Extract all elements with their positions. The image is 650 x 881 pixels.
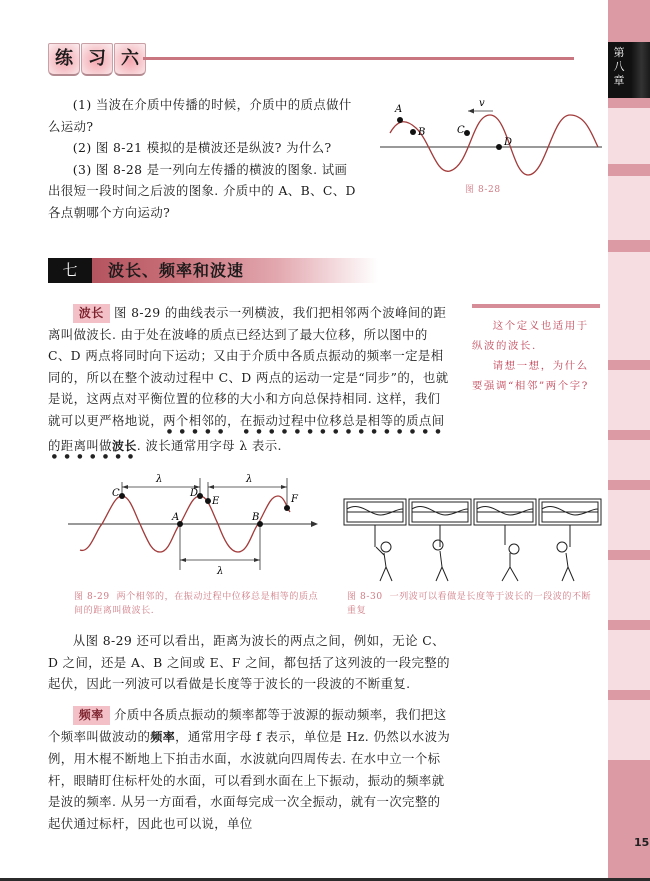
frequency-term: 频率: [150, 729, 176, 744]
chapter-sidebar: [608, 0, 650, 878]
point-label: B: [252, 512, 260, 523]
caption-number: 图 8-30: [347, 592, 383, 602]
caption-text: 一列波可以看做是长度等于波长的一段波的不断重复: [347, 592, 592, 616]
sidebar-stripe: [608, 98, 650, 108]
exercise-title-char: 习: [81, 43, 113, 76]
page-number: 15: [634, 836, 650, 849]
question-3: (3) 图 8-28 是一列向左传播的横波的图象. 试画出很短一段时间之后波的图象. 介质中的 A、B、C、D 各点朝哪个方向运动?: [48, 161, 356, 220]
frequency-text-end: ，通常用字母 f 表示，单位是 Hz. 仍然以水波为例，用木棍不断地上下拍击水面，水波就向四周传去. 在水中立一个标杆，眼睛盯住标杆处的水面，可以看到水面在上下振动，振动的频率就是波的频率. 从另一方面看，水面每完成一次全振动，就有一次完整的起伏通过标杆，因此也可以说，单位: [48, 728, 451, 831]
wavelength-text: 图 8-29 的曲线表示一列横波，我们把相邻两个波峰间的距离叫做波长. 由于处在波峰的质点已经达到了最大位移，所以图中的 C、D 两点将同时向下运动；又由于介质中各质点振动的频率一定是相同的，所以在整个波动过程中 C、D 两点的运动一定是“同步”的，也就是说，这两点对平衡位置的位移的大小和方向总保持相同. 这样，我们就可以更严格地说，: [48, 305, 449, 428]
sidebar-stripe: [608, 550, 650, 560]
sidebar-stripe: [608, 164, 650, 176]
sidebar-stripe: [608, 690, 650, 700]
chapter-char: 章: [613, 74, 625, 87]
chapter-tab: [608, 42, 650, 98]
figure-8-29-caption: [74, 590, 319, 618]
sidebar-stripe: [608, 430, 650, 440]
frequency-text: 介质中各质点振动的频率都等于波源的振动频率，我们把这个频率叫做波动的: [48, 707, 447, 744]
exercise-title-char: 练: [48, 43, 80, 76]
wavelength-term: 波长: [111, 438, 137, 453]
side-note-rule: [472, 304, 600, 308]
point-label: B: [418, 127, 426, 138]
point-label: D: [190, 488, 199, 499]
point-label: A: [172, 512, 180, 523]
figure-8-29-wave: [60, 470, 330, 580]
point-label: F: [291, 494, 298, 505]
continuation-paragraph: [48, 630, 453, 695]
caption-text: 两个相邻的，在振动过程中位移总是相等的质点间的距离叫做波长.: [74, 592, 319, 616]
side-note-line: 请想一想，为什么要强调“相邻”两个字?: [472, 360, 589, 392]
point-label: C: [457, 125, 465, 136]
wavelength-definition: 两个相邻的，在振动过程中位移总是相等的质点间的距离叫做: [48, 412, 445, 453]
side-note: [472, 304, 600, 396]
point-label: E: [212, 496, 220, 507]
sidebar-stripe: [608, 760, 650, 878]
exercise-title: [48, 43, 147, 76]
point-label: A: [395, 104, 403, 115]
lambda-label: λ: [156, 474, 163, 485]
term-tag-wavelength: 波长: [73, 304, 110, 323]
section-title: 波长、频率和波速: [108, 261, 245, 280]
sidebar-stripe: [608, 0, 650, 42]
chapter-char: 八: [613, 60, 625, 73]
lambda-label: λ: [246, 474, 253, 485]
section-number: 七: [48, 258, 92, 283]
point-label: C: [112, 488, 120, 499]
lambda-label: λ: [217, 566, 224, 577]
frequency-paragraph: [48, 704, 453, 834]
wavelength-paragraph: [48, 302, 453, 460]
figure-8-30-caption: [347, 590, 597, 618]
question-1: (1) 当波在介质中传播的时候，介质中的质点做什么运动?: [48, 97, 352, 134]
sidebar-stripe: [608, 480, 650, 490]
figure-8-28-caption: 图 8-28: [465, 185, 501, 195]
sidebar-stripe: [608, 620, 650, 630]
exercise-rule: [143, 57, 574, 60]
question-2: (2) 图 8-21 模拟的是横波还是纵波? 为什么?: [72, 140, 332, 155]
point-label: D: [504, 137, 513, 148]
velocity-label: v: [479, 98, 485, 109]
chapter-char: 第: [613, 46, 625, 59]
caption-number: 图 8-29: [74, 592, 110, 602]
exercise-questions: [48, 94, 358, 223]
sidebar-stripe: [608, 240, 650, 252]
exercise-title-char: 六: [114, 43, 146, 76]
figure-8-30-illustration: [340, 495, 605, 585]
sidebar-stripe: [608, 360, 650, 370]
side-note-line: 这个定义也适用于纵波的波长.: [472, 320, 589, 352]
continuation-text: 从图 8-29 还可以看出，距离为波长的两点之间，例如，无论 C、D 之间，还是 A、B 之间或 E、F 之间，都包括了这列波的一段完整的起伏，因此一列波可以看做是长度等于波长的一段波的不断重复.: [48, 633, 450, 691]
term-tag-frequency: 频率: [73, 706, 110, 725]
figure-8-28-wave: [380, 95, 602, 195]
wavelength-text-end: . 波长通常用字母 λ 表示.: [136, 437, 282, 453]
